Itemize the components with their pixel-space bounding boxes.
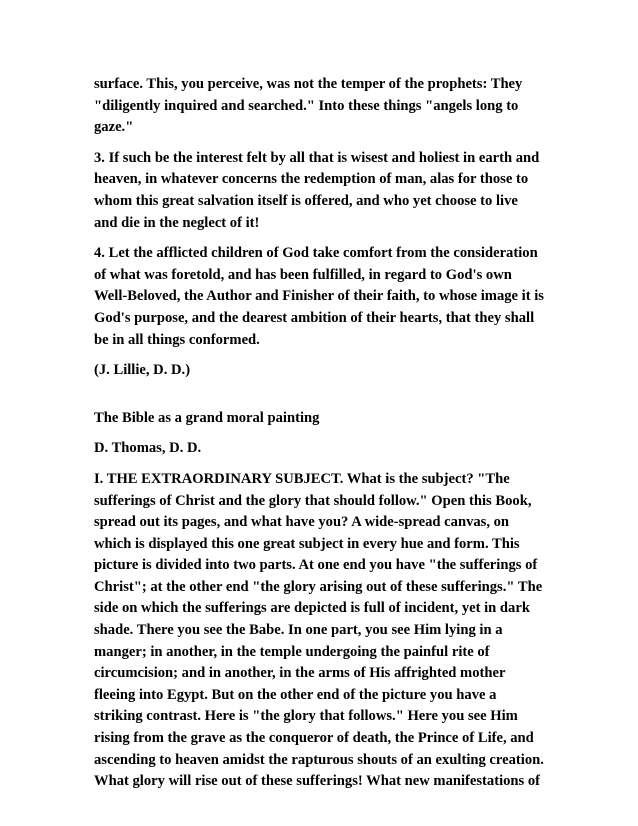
text-line: 3. If such be the interest felt by all that is wisest and holiest in earth and <box>94 149 540 166</box>
text-line: and die in the neglect of it! <box>94 214 260 231</box>
text-line: I. THE EXTRAORDINARY SUBJECT. What is the subject? "The <box>94 470 510 487</box>
text-line: ascending to heaven amidst the rapturous shouts of an exulting creation. <box>94 751 544 768</box>
attribution-lillie <box>94 360 546 382</box>
document-page <box>94 74 546 802</box>
paragraph-point-4 <box>94 243 546 351</box>
text-line: surface. This, you perceive, was not the temper of the prophets: They <box>94 76 523 92</box>
text-line: manger; in another, in the temple undergoing the painful rite of <box>94 643 490 660</box>
text-line: "diligently inquired and searched." Into these things "angels long to <box>94 97 519 114</box>
text-line: heaven, in whatever concerns the redemption of man, alas for those to <box>94 171 529 188</box>
text-line: rising from the grave as the conqueror of death, the Prince of Life, and <box>94 730 534 747</box>
paragraph-point-3 <box>94 148 546 234</box>
text-line: picture is divided into two parts. At one end you have "the sufferings of <box>94 557 538 574</box>
text-line: spread out its pages, and what have you? A wide-spread canvas, on <box>94 514 510 531</box>
text-line: God's purpose, and the dearest ambition of their hearts, that they shall <box>94 309 535 326</box>
text-line: 4. Let the afflicted children of God take comfort from the consideration <box>94 245 538 262</box>
text-line: sufferings of Christ and the glory that should follow." Open this Book, <box>94 492 532 509</box>
text-line: whom this great salvation itself is offered, and who yet choose to live <box>94 192 518 209</box>
text-line: gaze." <box>94 119 134 136</box>
paragraph-continuation <box>94 74 546 139</box>
text-line: striking contrast. Here is "the glory that follows." Here you see Him <box>94 708 518 725</box>
text-line: side on which the sufferings are depicted is full of incident, yet in dark <box>94 600 530 617</box>
text-line: of what was foretold, and has been fulfilled, in regard to God's own <box>94 266 512 283</box>
text-line: Well-Beloved, the Author and Finisher of their faith, to whose image it is <box>94 288 544 305</box>
text-line: shade. There you see the Babe. In one part, you see Him lying in a <box>94 622 503 639</box>
text-line: fleeing into Egypt. But on the other end of the picture you have a <box>94 686 497 703</box>
text-line: be in all things conformed. <box>94 331 260 348</box>
section-title: The Bible as a grand moral painting <box>94 409 320 426</box>
text-line: which is displayed this one great subject in every hue and form. This <box>94 535 520 552</box>
text-line: What glory will rise out of these sufferings! What new manifestations of <box>94 773 541 790</box>
section-spacer <box>94 391 546 408</box>
text-line: (J. Lillie, D. D.) <box>94 362 191 379</box>
text-line: Christ"; at the other end "the glory arising out of these sufferings." The <box>94 578 543 595</box>
text-line: circumcision; and in another, in the arms of His affrighted mother <box>94 665 506 682</box>
section-author: D. Thomas, D. D. <box>94 440 202 457</box>
paragraph-extraordinary-subject <box>94 469 546 793</box>
